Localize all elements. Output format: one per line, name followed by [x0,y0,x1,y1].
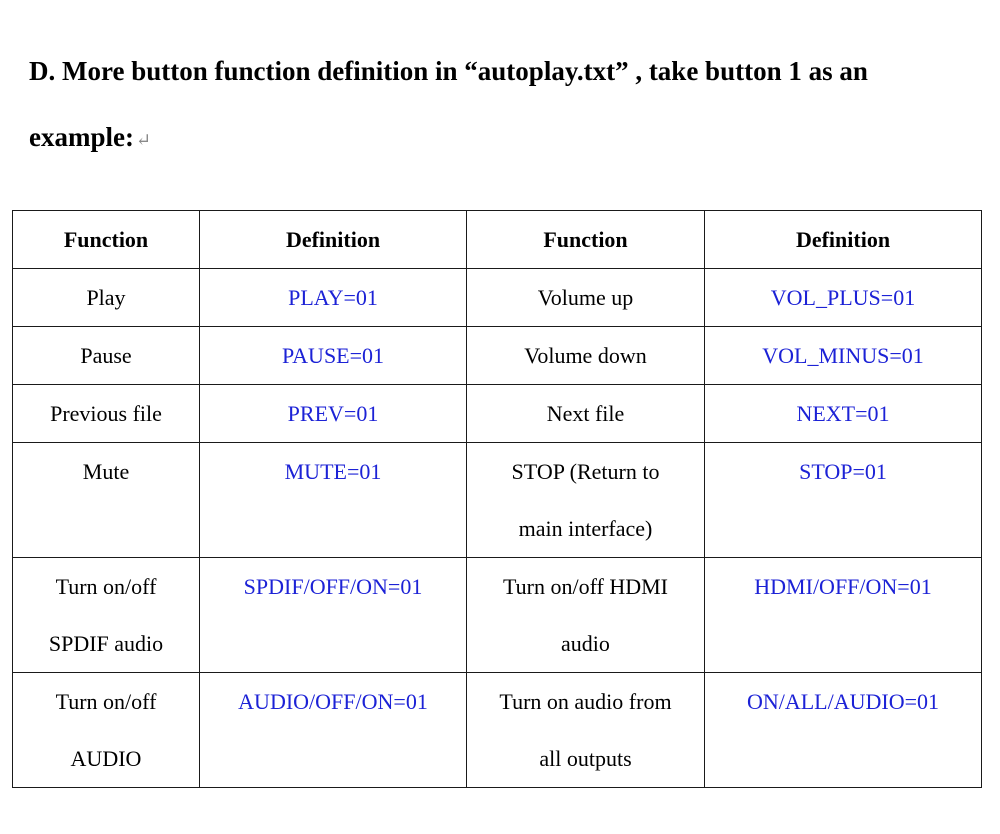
definition-cell [705,673,982,788]
function-cell [467,673,705,788]
definition-cell [705,269,982,327]
table-row [13,443,982,558]
definition-text: NEXT=01 [796,401,890,426]
definition-text: MUTE=01 [284,459,382,484]
table-row [13,558,982,673]
header-definition-2: Definition [705,211,982,269]
definition-text: VOL_MINUS=01 [762,343,924,368]
function-cell [13,385,200,443]
function-text-line-2: all outputs [539,746,632,771]
definition-text: STOP=01 [799,459,887,484]
definition-cell [200,443,467,558]
function-cell [467,385,705,443]
function-cell [13,673,200,788]
function-text: Pause [80,343,132,368]
function-cell [467,558,705,673]
heading-line-1: D. More button function definition in “autoplay.txt” , take button 1 as an [29,56,868,86]
function-cell [13,269,200,327]
table-row [13,385,982,443]
header-function-2: Function [467,211,705,269]
function-cell [13,443,200,558]
function-text-line-2: AUDIO [70,746,142,771]
definition-cell [705,558,982,673]
function-text-line-1: Turn on audio from [499,689,672,714]
function-text: Mute [82,459,130,484]
definition-text: PLAY=01 [288,285,378,310]
table-row [13,327,982,385]
function-text: Previous file [50,401,162,426]
function-text-line-1: Turn on/off [55,689,157,714]
definition-cell [200,385,467,443]
function-definition-table [12,210,982,788]
header-function-1: Function [13,211,200,269]
function-text: Volume up [537,285,634,310]
heading-line-2-text: example: [29,122,134,152]
function-cell [467,443,705,558]
function-text: Next file [546,401,625,426]
function-cell [13,558,200,673]
definition-cell [200,673,467,788]
header-definition-1: Definition [200,211,467,269]
function-text-line-1: Turn on/off HDMI [502,574,669,599]
function-cell [13,327,200,385]
table-row [13,269,982,327]
function-text-line-1: STOP (Return to [511,459,660,484]
heading-line-2 [29,104,989,173]
definition-text: ON/ALL/AUDIO=01 [746,689,940,714]
section-heading [29,38,989,173]
table-header-row [13,211,982,269]
definition-text: PAUSE=01 [281,343,385,368]
definition-text: AUDIO/OFF/ON=01 [238,689,428,714]
definition-cell [200,269,467,327]
definition-cell [705,385,982,443]
function-cell [467,327,705,385]
definition-text: PREV=01 [287,401,379,426]
function-text-line-1: Turn on/off [55,574,157,599]
definition-text: VOL_PLUS=01 [770,285,916,310]
definition-text: HDMI/OFF/ON=01 [754,574,932,599]
function-text-line-2: audio [561,631,610,656]
definition-cell [200,558,467,673]
definition-cell [200,327,467,385]
function-text-line-2: SPDIF audio [48,631,164,656]
paragraph-mark-icon: ↵ [135,130,152,150]
function-text: Volume down [524,343,647,368]
table-row [13,673,982,788]
function-text-line-2: main interface) [518,516,653,541]
definition-text: SPDIF/OFF/ON=01 [243,574,423,599]
function-cell [467,269,705,327]
definition-cell [705,327,982,385]
function-text: Play [86,285,126,310]
definition-cell [705,443,982,558]
